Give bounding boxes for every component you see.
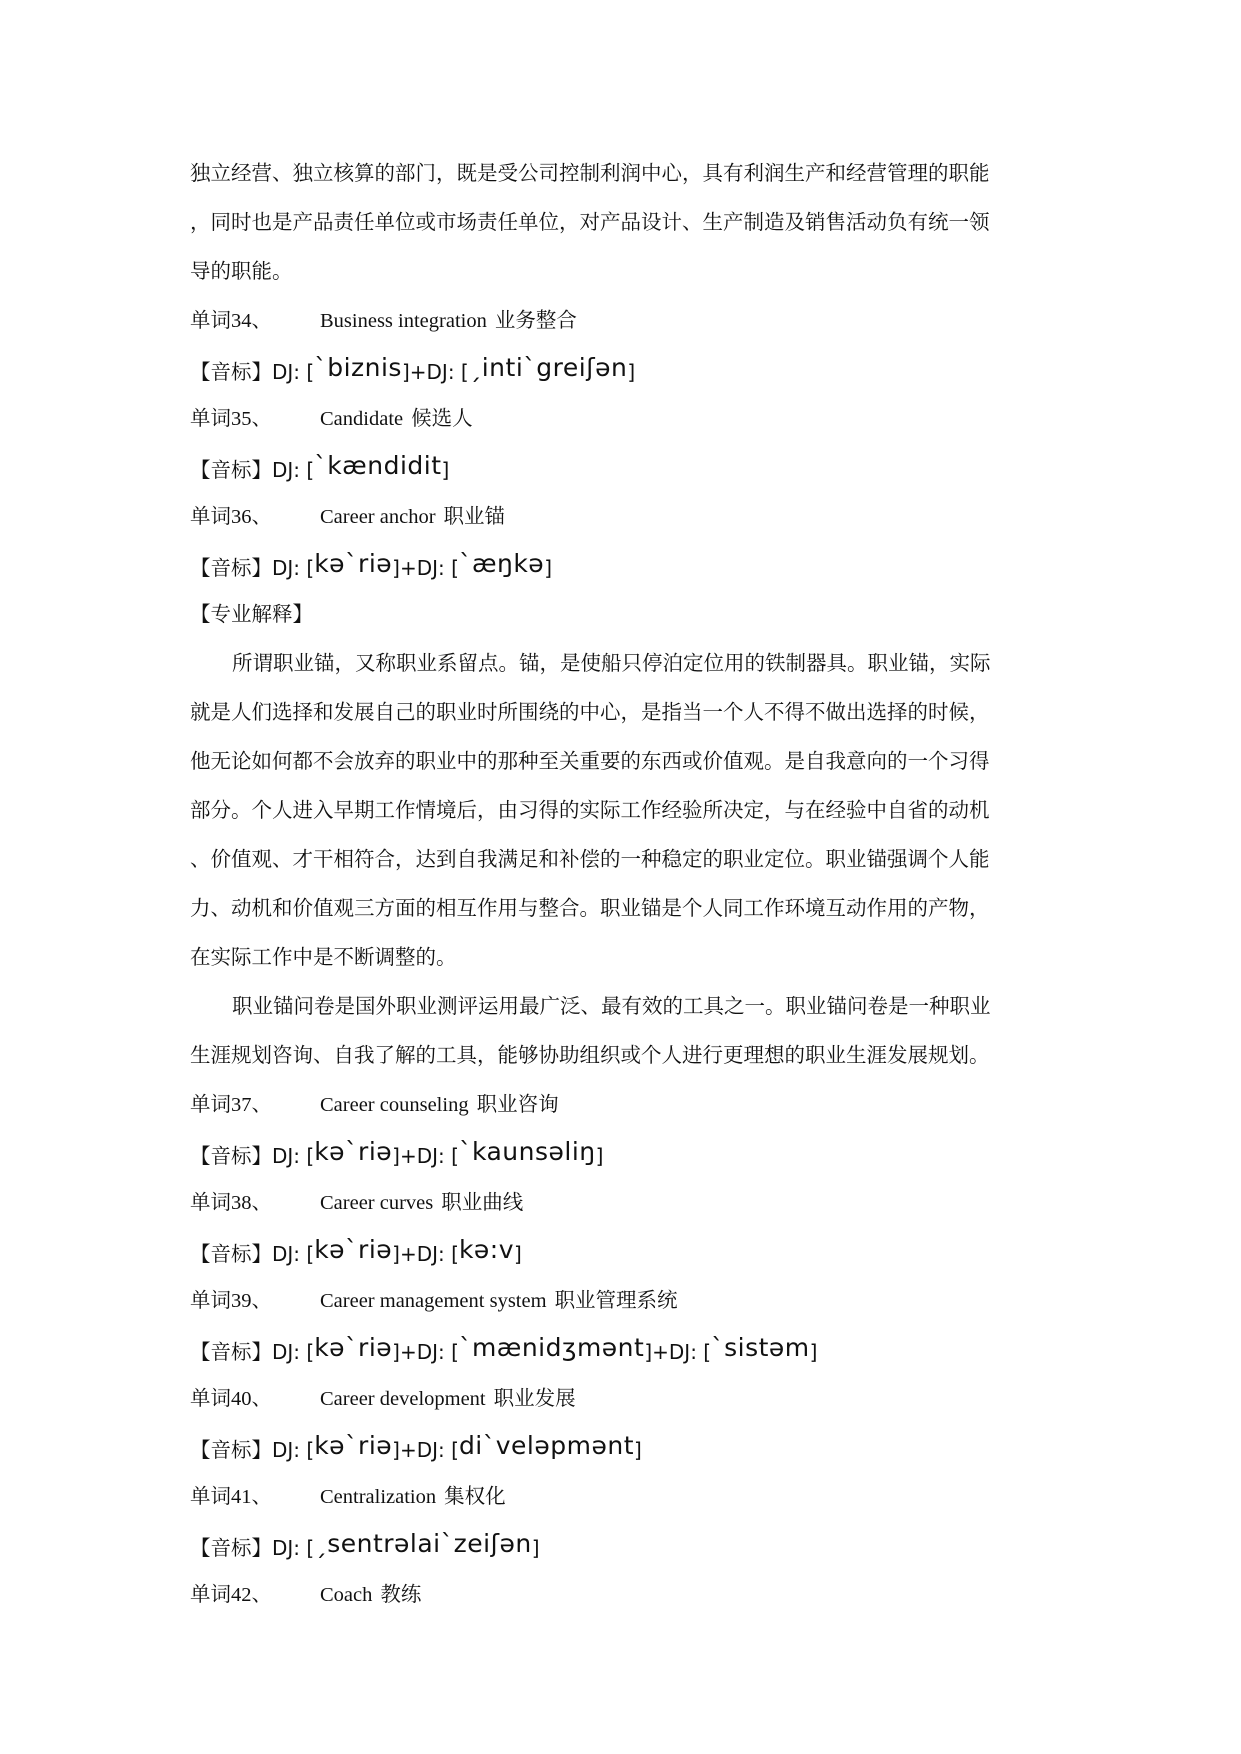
word-english: Career counseling — [320, 1094, 469, 1116]
dj-joiner: ]+DJ: [ — [644, 1340, 712, 1364]
text-line: ，同时也是产品责任单位或市场责任单位，对产品设计、生产制造及销售活动负有统一领 — [190, 212, 990, 234]
word-chinese: 集权化 — [444, 1486, 506, 1508]
dj-joiner: ]+DJ: [ — [392, 1438, 459, 1462]
ipa-transcription: ˏsentrəlaiˋzeiʃən — [314, 1529, 532, 1558]
word-english: Career management system — [320, 1290, 547, 1312]
dj-joiner: ]+DJ: [ — [392, 1242, 459, 1266]
phonetic-line — [190, 542, 1050, 591]
ipa-transcription: ˋmænidʒmənt — [458, 1333, 645, 1362]
ipa-transcription: kə:v — [458, 1235, 515, 1264]
phonetic-line — [190, 444, 1050, 493]
word-entry — [190, 297, 1050, 346]
word-number: 单词42、 — [190, 1584, 272, 1606]
dj-close: ] — [627, 360, 636, 384]
dj-close: ] — [809, 1340, 818, 1364]
word-chinese: 职业发展 — [493, 1388, 576, 1410]
text-line: 所谓职业锚，又称职业系留点。锚，是使船只停泊定位用的铁制器具。职业锚，实际 — [232, 653, 991, 675]
ipa-transcription: ˏintiˋgreiʃən — [468, 353, 628, 382]
word-chinese: 职业管理系统 — [554, 1290, 678, 1312]
word-number: 单词37、 — [190, 1094, 272, 1116]
dj-close: ] — [531, 1536, 540, 1560]
word-number: 单词40、 — [190, 1388, 272, 1410]
dj-prefix: DJ: [ — [272, 360, 315, 384]
word-english: Career anchor — [320, 506, 436, 528]
phonetic-label: 【音标】 — [190, 1146, 272, 1168]
text-line: 他无论如何都不会放弃的职业中的那种至关重要的东西或价值观。是自我意向的一个习得 — [190, 751, 990, 773]
word-number: 单词41、 — [190, 1486, 272, 1508]
text-line: 职业锚问卷是国外职业测评运用最广泛、最有效的工具之一。职业锚问卷是一种职业 — [232, 996, 991, 1018]
phonetic-line — [190, 1522, 1050, 1571]
dj-prefix: DJ: [ — [272, 458, 315, 482]
text-line: 部分。个人进入早期工作情境后，由习得的实际工作经验所决定，与在经验中自省的动机 — [190, 800, 990, 822]
dj-close: ] — [595, 1144, 604, 1168]
phonetic-label: 【音标】 — [190, 362, 272, 384]
dj-close: ] — [634, 1438, 642, 1462]
word-entry — [190, 395, 1050, 444]
word-english: Coach — [320, 1584, 373, 1606]
dj-prefix: DJ: [ — [272, 1340, 315, 1364]
word-entry — [190, 1179, 1050, 1228]
dj-joiner: ]+DJ: [ — [392, 1340, 459, 1364]
text-line: 力、动机和价值观三方面的相互作用与整合。职业锚是个人同工作环境互动作用的产物， — [190, 898, 990, 920]
word-chinese: 职业曲线 — [441, 1192, 524, 1214]
text-line: 导的职能。 — [190, 261, 293, 283]
word-entry — [190, 1473, 1050, 1522]
ipa-transcription: diˋveləpmənt — [458, 1431, 635, 1460]
text-line: 独立经营、独立核算的部门，既是受公司控制利润中心，具有利润生产和经营管理的职能 — [190, 163, 990, 185]
dj-joiner: ]+DJ: [ — [392, 556, 459, 580]
phonetic-label: 【音标】 — [190, 1244, 272, 1266]
word-english: Career development — [320, 1388, 486, 1410]
phonetic-label: 【音标】 — [190, 558, 272, 580]
word-chinese: 职业锚 — [443, 506, 506, 528]
phonetic-line — [190, 1228, 1050, 1277]
ipa-transcription: kəˋriə — [314, 1333, 393, 1362]
word-chinese: 教练 — [380, 1584, 422, 1606]
dj-prefix: DJ: [ — [272, 1536, 315, 1560]
ipa-transcription: kəˋriə — [314, 549, 393, 578]
dj-close: ] — [514, 1242, 522, 1266]
word-english: Centralization — [320, 1486, 437, 1508]
phonetic-label: 【音标】 — [190, 460, 272, 482]
word-chinese: 职业咨询 — [476, 1094, 559, 1116]
ipa-transcription: ˋkaunsəliŋ — [458, 1137, 596, 1166]
document-page — [190, 150, 1050, 1620]
word-chinese: 业务整合 — [494, 310, 577, 332]
dj-close: ] — [544, 556, 553, 580]
phonetic-label: 【音标】 — [190, 1440, 272, 1462]
word-entry — [190, 1375, 1050, 1424]
text-line: 生涯规划咨询、自我了解的工具，能够协助组织或个人进行更理想的职业生涯发展规划。 — [190, 1045, 990, 1067]
dj-prefix: DJ: [ — [272, 556, 315, 580]
word-number: 单词36、 — [190, 506, 272, 528]
phonetic-label: 【音标】 — [190, 1342, 272, 1364]
word-number: 单词39、 — [190, 1290, 272, 1312]
ipa-transcription: ˋkændidit — [314, 451, 442, 480]
explanation-paragraph — [190, 640, 1050, 983]
word-number: 单词34、 — [190, 310, 272, 332]
word-english: Business integration — [320, 310, 487, 332]
text-line: 、价值观、才干相符合，达到自我满足和补偿的一种稳定的职业定位。职业锚强调个人能 — [190, 849, 990, 871]
word-number: 单词35、 — [190, 408, 272, 430]
dj-joiner: ]+DJ: [ — [401, 360, 469, 384]
dj-prefix: DJ: [ — [272, 1242, 315, 1266]
word-chinese: 候选人 — [411, 408, 473, 430]
ipa-transcription: kəˋriə — [314, 1431, 393, 1460]
dj-prefix: DJ: [ — [272, 1438, 315, 1462]
word-entry — [190, 1571, 1050, 1620]
ipa-transcription: kəˋriə — [314, 1137, 393, 1166]
word-entry — [190, 493, 1050, 542]
word-english: Candidate — [320, 408, 404, 430]
dj-prefix: DJ: [ — [272, 1144, 315, 1168]
phonetic-label: 【音标】 — [190, 1538, 272, 1560]
phonetic-line — [190, 346, 1050, 395]
explanation-paragraph — [190, 983, 1050, 1081]
word-entry — [190, 1277, 1050, 1326]
ipa-transcription: ˋæŋkə — [458, 549, 545, 578]
word-entry — [190, 1081, 1050, 1130]
text-line: 就是人们选择和发展自己的职业时所围绕的中心，是指当一个人不得不做出选择的时候， — [190, 702, 990, 724]
word-english: Career curves — [320, 1192, 434, 1214]
intro-paragraph — [190, 150, 1050, 297]
phonetic-line — [190, 1130, 1050, 1179]
dj-joiner: ]+DJ: [ — [392, 1144, 459, 1168]
ipa-transcription: ˋbiznis — [314, 353, 402, 382]
phonetic-line — [190, 1326, 1050, 1375]
phonetic-line — [190, 1424, 1050, 1473]
ipa-transcription: ˋsistəm — [711, 1333, 810, 1362]
dj-close: ] — [441, 458, 450, 482]
text-line: 在实际工作中是不断调整的。 — [190, 947, 457, 969]
word-number: 单词38、 — [190, 1192, 272, 1214]
ipa-transcription: kəˋriə — [314, 1235, 393, 1264]
explanation-heading: 【专业解释】 — [190, 604, 313, 626]
